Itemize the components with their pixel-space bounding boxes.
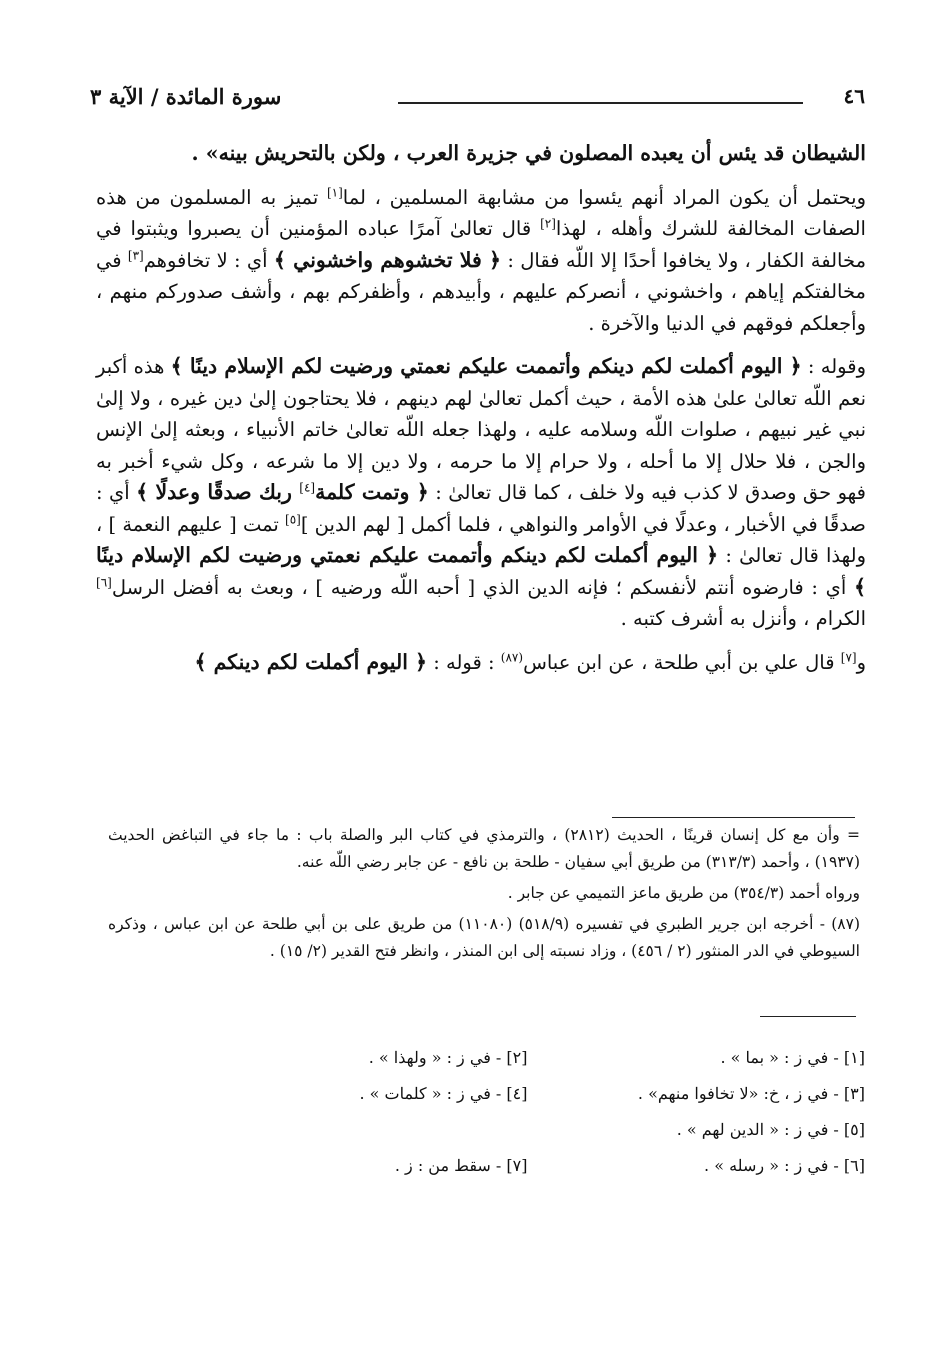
footnotes — [108, 822, 860, 969]
variant-note: [٧] - سقط من : ز . — [394, 1156, 528, 1175]
text-run: تميز به المسلمون من هذه الصفات المخالفة للشرك وأهله ، لهذا — [96, 185, 866, 240]
variant-marker: [٧] — [840, 650, 857, 664]
header-divider — [398, 102, 803, 104]
text-run: : قوله : — [427, 650, 501, 674]
variant-marker: [٤] — [299, 480, 316, 495]
text-run: هذه أكبر نعم اللّه تعالىٰ علىٰ هذه الأمة ، حيث أكمل تعالىٰ لهم دينهم ، فلا يحتاجون إلىٰ دين غيره ، ولا إلىٰ نبي غير نبيهم ، صلوات اللّه وسلامه عليه ، ولهذا جعله اللّه تعالىٰ خاتم الأنبياء ، وبعثه إلىٰ الإنس والجن ، فلا حلال إلا ما أحله ، ولا حرام إلا ما حرمه ، ولا دين إلا ما شرعه ، وكل شيء أخبر به فهو حق وصدق لا كذب فيه ولا خلف ، كما قال تعالىٰ : — [96, 355, 866, 504]
text-run: و — [856, 650, 866, 674]
footnote-continuation: ورواه أحمد (٣٥٤/٣) من طريق ماعز التميمي عن جابر . — [507, 884, 860, 902]
variant-marker: [٥] — [285, 512, 301, 526]
quran-quote: ﴿ فلا تخشوهم واخشوني ﴾ — [273, 247, 502, 272]
variant-note: [١] - في ز : « بما » . — [720, 1048, 865, 1067]
text-run: وقوله : — [801, 355, 866, 378]
variant-marker: [٣] — [127, 248, 144, 262]
quran-quote: ﴿ اليوم أكملت لكم دينكم ﴾ — [194, 649, 428, 674]
text-run: أي : فارضوه أنتم لأنفسكم ؛ فإنه الدين الذي [ أحبه اللّه ورضيه ] ، وبعث به أفضل الرسل — [111, 575, 854, 599]
quran-quote: ﴿ اليوم أكملت لكم دينكم وأتممت عليكم نعمتي ورضيت لكم الإسلام دينًا ﴾ — [170, 354, 802, 378]
footnote-87: (٨٧) - أخرجه ابن جرير الطبري في تفسيره (٥١٨/٩) (١١٠٨٠) من طريق على بن أبي طلحة عن ابن عباس ، وذكره السيوطي في الدر المنثور (٢ / ٤٥٦) ، وزاد نسبته إلى ابن المنذر ، وانظر فتح القدير (٢/ ١٥) . — [108, 915, 860, 960]
variant-marker: [١] — [326, 185, 343, 199]
variant-marker: [٢] — [540, 216, 556, 231]
paragraph-1 — [96, 138, 866, 170]
page-header — [90, 84, 865, 118]
variant-note: [٢] - في ز : « ولهذا » . — [368, 1048, 528, 1067]
text-run: تمت [ عليهم النعمة ] ، ولهذا قال تعالىٰ : — [96, 512, 867, 567]
quran-quote: ﴿ وتمت كلمة — [315, 480, 429, 504]
variant-note: [٤] - في ز : « كلمات » . — [359, 1084, 528, 1103]
variant-marker: [٦] — [96, 575, 112, 589]
paragraph-2 — [96, 182, 866, 340]
text-run: في مخالفتكم إياهم ، واخشوني ، أنصركم عليهم ، وأبيدهم ، وأظفركم بهم ، وأشف صدوركم منهم ، وأجعلكم فوقهم في الدنيا والآخرة . — [96, 248, 866, 335]
text-run: أي : صدقًا في الأخبار ، وعدلًا في الأوامر والنواهي ، فلما أكمل [ لهم الدين ] — [96, 481, 866, 536]
text-run: أي : لا تخافوهم — [143, 248, 274, 272]
variant-note: [٥] - في ز : « الدين لهم » . — [676, 1120, 865, 1139]
text-run: قال علي بن أبي طلحة ، عن ابن عباس — [523, 650, 841, 674]
paragraph-4 — [96, 647, 866, 679]
text-run: ويحتمل أن يكون المراد أنهم يئسوا من مشابهة المسلمين ، لما — [342, 185, 866, 209]
quran-quote: ﴿ اليوم أكملت لكم دينكم وأتممت عليكم نعمتي ورضيت لكم الإسلام دينًا ﴾ — [96, 543, 866, 599]
paragraph-1-text: الشيطان قد يئس أن يعبده المصلون في جزيرة العرب ، ولكن بالتحريش بينه» . — [191, 141, 866, 165]
paragraph-3 — [96, 351, 866, 635]
variant-empty — [220, 1112, 528, 1148]
footnote-continuation: = وأن مع كل إنسان قرينًا ، الحديث (٢٨١٢) ، والترمذي في كتاب البر والصلة باب : ما جاء في التباغض الحديث (١٩٣٧) ، وأحمد (٣١٣/٣) من طريق أبي سفيان - طلحة بن نافع - عن جابر رضي اللّه عنه. — [108, 826, 860, 871]
manuscript-variants — [220, 1040, 865, 1184]
text-run: الكرام ، وأنزل به أشرف كتبه . — [620, 607, 866, 630]
footnote-reference: (٨٧) — [500, 650, 524, 664]
quran-quote: ربك صدقًا وعدلًا ﴾ — [136, 480, 300, 504]
main-text — [96, 138, 866, 690]
variants-divider — [760, 1016, 856, 1017]
page-number: ٤٦ — [843, 84, 865, 108]
surah-verse-label: سورة المائدة / الآية ٣ — [90, 84, 282, 109]
text-run: قال تعالىٰ آمرًا عباده المؤمنين أن يصبروا ويثبتوا في مخالفة الكفار ، ولا يخافوا أحدًا إلا اللّه فقال : — [96, 217, 867, 272]
footnote-divider — [612, 817, 855, 818]
variant-note: [٦] - في ز : « رسله » . — [704, 1156, 865, 1175]
variant-note: [٣] - في ز ، خ: «لا تخافوا منهم» . — [637, 1084, 865, 1103]
